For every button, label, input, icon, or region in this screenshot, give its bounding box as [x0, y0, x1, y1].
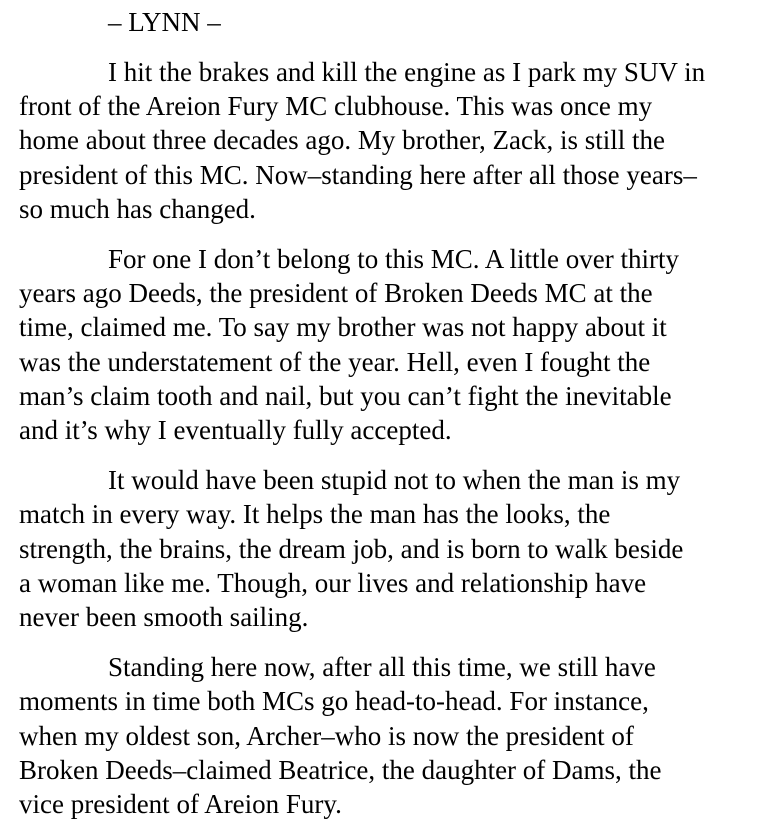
paragraph-4	[19, 650, 779, 821]
text-line: I hit the brakes and kill the engine as I park my SUV in	[108, 57, 706, 87]
text-line: Standing here now, after all this time, we still have	[108, 652, 656, 683]
text-line: man’s claim tooth and nail, but you can’t fight the inevitable	[19, 380, 672, 411]
text-line: time, claimed me. To say my brother was not happy about it	[19, 312, 667, 343]
chapter-heading: – LYNN –	[108, 7, 221, 37]
text-line: was the understatement of the year. Hell, even I fought the	[19, 346, 651, 377]
text-line: Broken Deeds–claimed Beatrice, the daughter of Dams, the	[19, 754, 662, 785]
text-line: home about three decades ago. My brother, Zack, is still the	[19, 125, 665, 156]
text-line: so much has changed.	[19, 193, 256, 224]
text-line: president of this MC. Now–standing here after all those years–	[19, 159, 697, 190]
text-line: and it’s why I eventually fully accepted.	[19, 415, 452, 446]
text-line: front of the Areion Fury MC clubhouse. This was once my	[19, 91, 653, 122]
text-line: It would have been stupid not to when the man is my	[108, 465, 681, 496]
paragraph-3	[19, 463, 779, 634]
text-line: a woman like me. Though, our lives and relationship have	[19, 567, 647, 598]
paragraph-2	[19, 242, 779, 447]
text-line: match in every way. It helps the man has the looks, the	[19, 499, 611, 530]
document-page	[0, 5, 784, 821]
text-line: never been smooth sailing.	[19, 602, 309, 633]
text-line: moments in time both MCs go head-to-head. For instance,	[19, 686, 649, 717]
text-line: years ago Deeds, the president of Broken Deeds MC at the	[19, 278, 653, 309]
text-line: vice president of Areion Fury.	[19, 789, 342, 820]
text-line: For one I don’t belong to this MC. A little over thirty	[108, 244, 679, 275]
text-line: strength, the brains, the dream job, and is born to walk beside	[19, 533, 684, 564]
text-line: when my oldest son, Archer–who is now the president of	[19, 720, 634, 751]
paragraph-1	[19, 55, 779, 226]
